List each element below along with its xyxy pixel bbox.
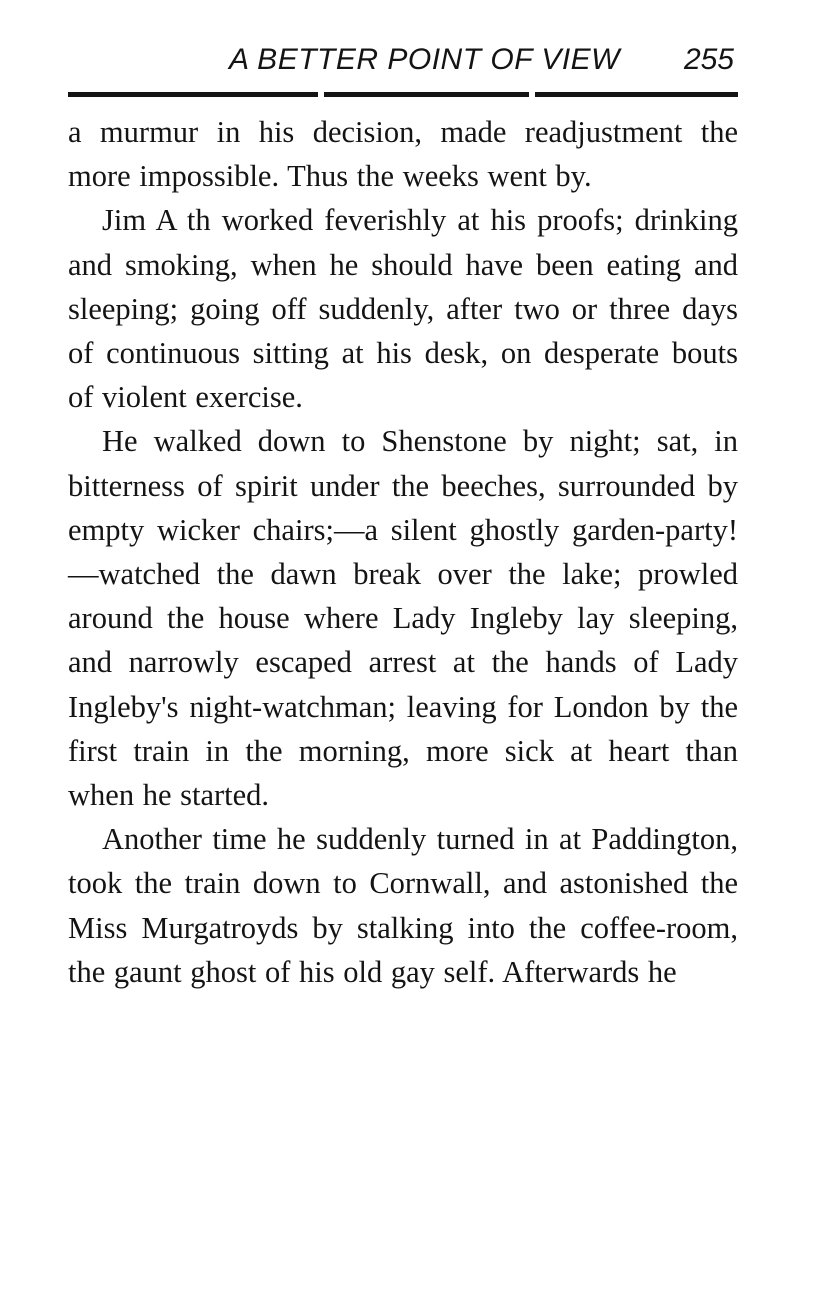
running-head [68, 40, 738, 84]
paragraph: He walked down to Shenstone by night; sat, in bitterness of spirit under the beeches, surrounded by empty wicker chairs;—a silent ghostly garden-party!—watched the dawn break over the lake; prowled around the house where Lady Ingleby lay sleeping, and narrowly escaped arrest at the hands of Lady Ingleby's night-watchman; leaving for London by the first train in the morning, more sick at heart than when he started. [68, 424, 738, 813]
header-rule-segment [535, 92, 738, 97]
header-rule-segment [68, 92, 318, 97]
header-rule [68, 92, 738, 97]
running-title: A BETTER POINT OF VIEW [228, 43, 620, 76]
paragraph-continuation: a murmur in his decision, made readjustment the more impossible. Thus the weeks went by. [68, 115, 738, 194]
paragraph: Jim A th worked feverishly at his proofs; drinking and smoking, when he should have been eating and sleeping; going off suddenly, after two or three days of continuous sitting at his desk, on desperate bouts of violent exercise. [68, 203, 738, 415]
header-rule-segment [324, 92, 529, 97]
page-number: 255 [683, 43, 734, 76]
body-text [68, 110, 738, 994]
paragraph: Another time he suddenly turned in at Paddington, took the train down to Cornwall, and astonished the Miss Murgatroyds by stalking into the coffee-room, the gaunt ghost of his old gay self. Afterwards he [68, 822, 738, 989]
